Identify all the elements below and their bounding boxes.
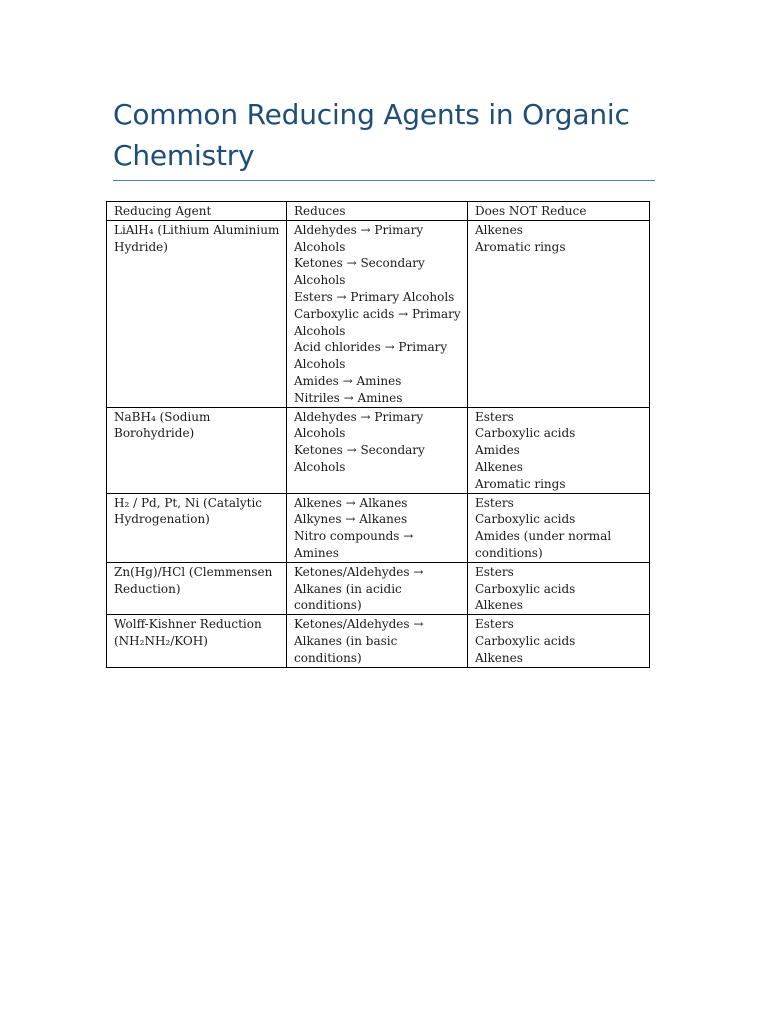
does-not-reduce-cell-line: Aromatic rings — [475, 476, 566, 491]
agent-cell-line: Zn(Hg)/HCl (Clemmensen Reduction) — [114, 564, 273, 596]
does-not-reduce-cell-line: Aromatic rings — [475, 239, 566, 254]
reduces-cell-line: Carboxylic acids → Primary Alcohols — [294, 306, 461, 338]
does-not-reduce-cell-line: Carboxylic acids — [475, 581, 576, 596]
agent-cell — [107, 562, 287, 614]
reduces-cell — [287, 407, 468, 493]
reduces-cell — [287, 493, 468, 562]
agent-cell — [107, 407, 287, 493]
reduces-cell-line: Ketones/Aldehydes → Alkanes (in acidic conditions) — [294, 564, 424, 613]
reduces-cell-line: Aldehydes → Primary Alcohols — [294, 222, 424, 254]
agent-cell — [107, 615, 287, 667]
does-not-reduce-cell-line: Alkenes — [475, 598, 523, 613]
table-row — [107, 493, 650, 562]
reduces-cell-line: Esters → Primary Alcohols — [294, 289, 455, 304]
agent-cell — [107, 220, 287, 407]
table-row — [107, 407, 650, 493]
table-header-row — [107, 202, 650, 221]
reduces-cell-line: Ketones/Aldehydes → Alkanes (in basic conditions) — [294, 617, 424, 665]
reduces-cell — [287, 615, 468, 667]
agent-cell-line: H₂ / Pd, Pt, Ni (Catalytic Hydrogenation) — [114, 495, 263, 527]
header-cell-reduces: Reduces — [287, 202, 468, 221]
reduces-cell — [287, 220, 468, 407]
header-cell-does-not-reduce: Does NOT Reduce — [468, 202, 650, 221]
does-not-reduce-cell-line: Alkenes — [475, 459, 523, 474]
agent-cell-line: LiAlH₄ (Lithium Aluminium Hydride) — [114, 222, 280, 254]
does-not-reduce-cell-line: Esters — [475, 617, 514, 632]
does-not-reduce-cell-line: Alkenes — [475, 650, 523, 665]
agent-cell-line: NaBH₄ (Sodium Borohydride) — [114, 409, 211, 441]
reduces-cell-line: Alkynes → Alkanes — [294, 512, 408, 527]
title-underline — [113, 180, 655, 181]
table-body — [107, 220, 650, 667]
does-not-reduce-cell-line: Carboxylic acids — [475, 426, 576, 441]
reduces-cell-line: Nitriles → Amines — [294, 390, 403, 405]
does-not-reduce-cell-line: Esters — [475, 564, 514, 579]
does-not-reduce-cell-line: Amides — [475, 443, 520, 458]
reducing-agents-table — [106, 201, 650, 668]
table-row — [107, 562, 650, 614]
reduces-cell — [287, 562, 468, 614]
does-not-reduce-cell-line: Carboxylic acids — [475, 633, 576, 648]
does-not-reduce-cell — [468, 407, 650, 493]
reduces-cell-line: Alkenes → Alkanes — [294, 495, 408, 510]
reduces-cell-line: Acid chlorides → Primary Alcohols — [294, 340, 448, 372]
does-not-reduce-cell-line: Amides (under normal conditions) — [475, 529, 612, 560]
does-not-reduce-cell-line: Alkenes — [475, 222, 523, 237]
does-not-reduce-cell-line: Carboxylic acids — [475, 512, 576, 527]
does-not-reduce-cell-line: Esters — [475, 409, 514, 424]
reduces-cell-line: Amides → Amines — [294, 373, 402, 388]
reduces-cell-line: Nitro compounds → Amines — [294, 529, 414, 560]
table-row — [107, 220, 650, 407]
reduces-cell-line: Aldehydes → Primary Alcohols — [294, 409, 424, 441]
does-not-reduce-cell — [468, 493, 650, 562]
header-cell-reducing-agent: Reducing Agent — [107, 202, 287, 221]
reduces-cell-line: Ketones → Secondary Alcohols — [294, 256, 425, 288]
does-not-reduce-cell — [468, 615, 650, 667]
table-row — [107, 615, 650, 667]
document-title: Common Reducing Agents in Organic Chemistry — [113, 98, 630, 172]
does-not-reduce-cell — [468, 562, 650, 614]
does-not-reduce-cell — [468, 220, 650, 407]
agent-cell-line: Wolff-Kishner Reduction (NH₂NH₂/KOH) — [114, 617, 262, 648]
reduces-cell-line: Ketones → Secondary Alcohols — [294, 443, 425, 474]
agent-cell — [107, 493, 287, 562]
does-not-reduce-cell-line: Esters — [475, 495, 514, 510]
